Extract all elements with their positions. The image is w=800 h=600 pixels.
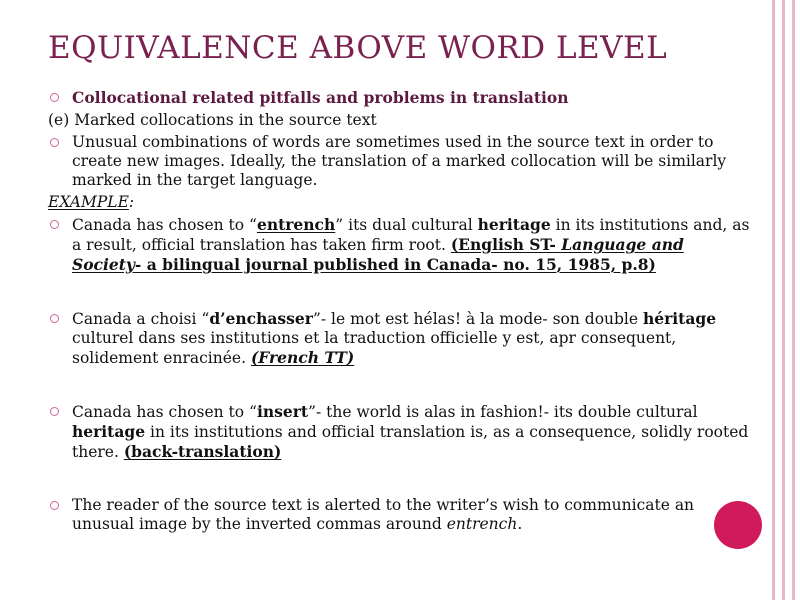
example-french (48, 309, 758, 368)
text: culturel dans ses institutions et la traduction officielle y est, apr consequent, solidement enracinée. (72, 329, 677, 367)
highlight-word: héritage (643, 309, 717, 328)
text: ”- le mot est hélas! à la mode- son double (312, 310, 643, 328)
source-citation: (French TT) (250, 348, 355, 367)
text: ”- the world is alas in fashion!- its double cultural (308, 403, 698, 421)
example-english (48, 215, 758, 275)
decor-circle (714, 501, 762, 549)
highlight-word: insert (256, 402, 309, 421)
bullet-point (48, 133, 758, 190)
decor-stripe (772, 0, 775, 600)
text: in its institutions and, as a result, official translation has taken firm root. (72, 216, 750, 254)
decor-stripe (782, 0, 785, 600)
highlight-word: entrench (256, 215, 336, 234)
citation-part: - a bilingual journal published in Canada- no. 15, 1985, p.8) (134, 255, 656, 274)
bullet-icon (50, 220, 59, 229)
bullet-icon (50, 93, 59, 102)
section-heading: Collocational related pitfalls and problems in translation (72, 88, 569, 107)
text: . (517, 515, 523, 533)
citation-part: (English ST- (450, 235, 562, 254)
slide-title: EQUIVALENCE ABOVE WORD LEVEL (48, 30, 668, 66)
bullet-heading (48, 88, 758, 108)
highlight-word: heritage (477, 215, 551, 234)
citation-journal: Language and Society (72, 235, 684, 274)
text: Canada a choisi “ (72, 310, 210, 328)
example-label: EXAMPLE (48, 193, 129, 211)
text: The reader of the source text is alerted to the writer’s wish to communicate an unusual image by the inverted commas around (72, 496, 695, 533)
conclusion (48, 496, 758, 534)
source-citation: (back-translation) (123, 442, 282, 461)
text: Canada has chosen to “ (72, 403, 257, 421)
text: ” its dual cultural (335, 216, 478, 234)
example-back-translation (48, 402, 758, 462)
example-colon: : (128, 193, 135, 211)
bullet-icon (50, 314, 59, 323)
highlight-word: d’enchasser (209, 309, 313, 328)
example-label-row (48, 193, 758, 212)
slide-body (48, 88, 758, 534)
subheading: (e) Marked collocations in the source text (48, 111, 377, 129)
point-text: Unusual combinations of words are sometimes used in the source text in order to create new images. Ideally, the translation of a marked collocation will be similarly marked in the target language. (72, 133, 727, 189)
text: in its institutions and official translation is, as a consequence, solidly rooted there. (72, 423, 749, 461)
text: Canada has chosen to “ (72, 216, 257, 234)
bullet-icon (50, 501, 59, 510)
bullet-icon (50, 407, 59, 416)
highlight-word: entrench (446, 515, 518, 533)
highlight-word: heritage (72, 422, 146, 441)
decor-stripe (792, 0, 795, 600)
bullet-icon (50, 138, 59, 147)
